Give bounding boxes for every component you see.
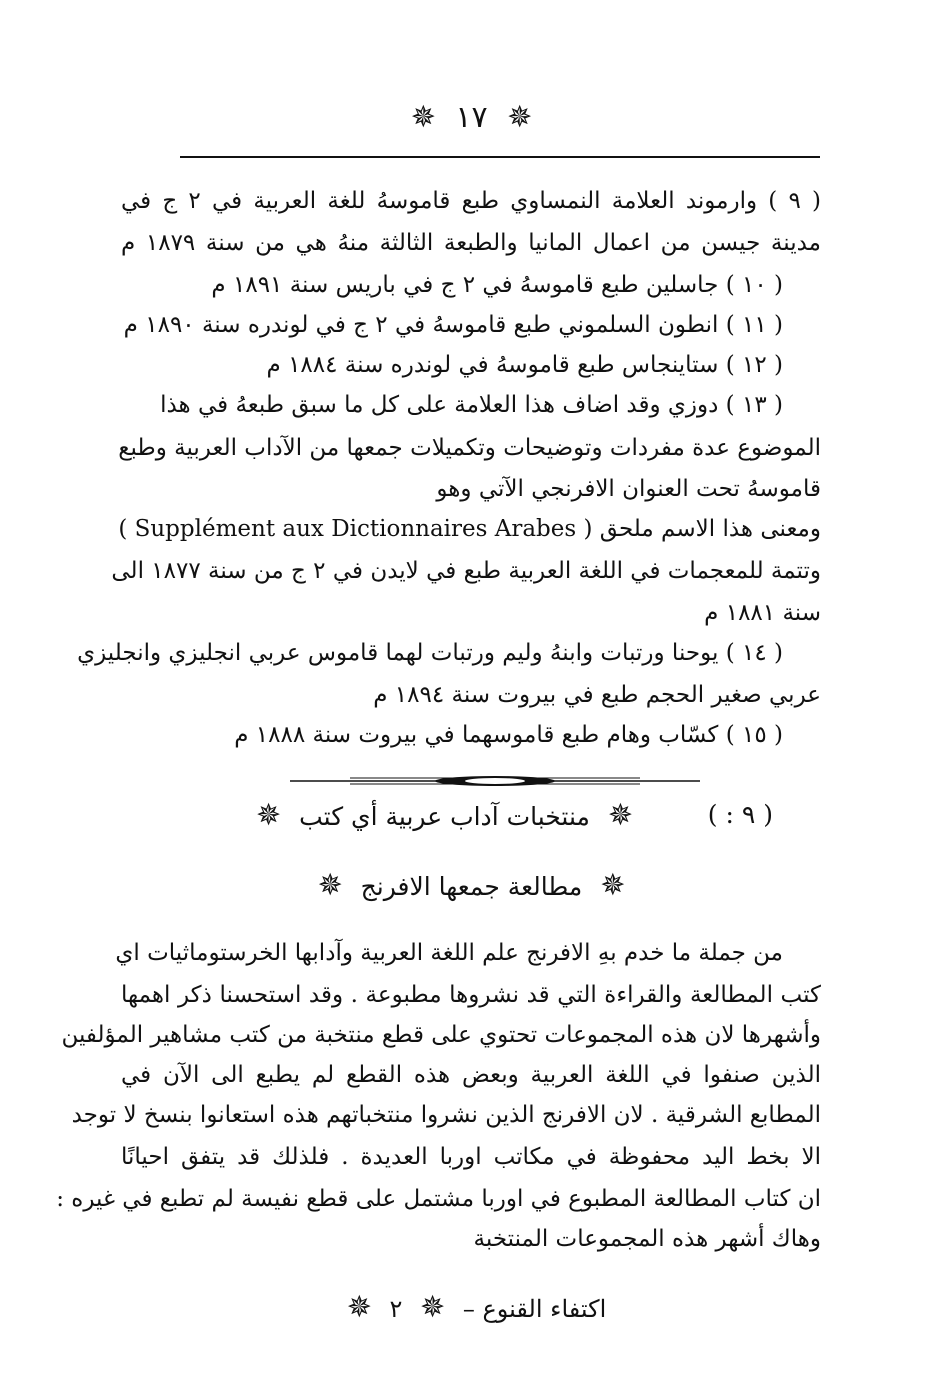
page-number: ١٧ — [455, 100, 488, 135]
ornament-star-icon: ✵ — [410, 100, 436, 135]
paragraph-line-1: من جملة ما خدم بهِ الافرنج علم اللغة العربية وآدابها الخرستوماثيات اي — [115, 940, 783, 966]
paragraph-line-8: وهاك أشهر هذه المجموعات المنتخبة — [473, 1226, 821, 1252]
ornament-star-icon: ✵ — [600, 868, 626, 903]
ornament-star-icon: ✵ — [507, 100, 533, 135]
ornament-star-icon: ✵ — [256, 798, 282, 833]
list-item-14-line-1: ( ١٤ ) يوحنا ورتبات وابنهُ وليم ورتبات لهما قاموس عربي انجليزي وانجليزي — [77, 640, 783, 666]
paragraph-line-6: الا بخط اليد محفوظة في مكاتب اوربا العديدة . فلذلك قد يتفق احيانًا — [121, 1144, 821, 1170]
latin-title: ( Supplément aux Dictionnaires Arabes ) — [118, 516, 593, 542]
list-item-15: ( ١٥ ) كسّاب وهام طبع قاموسهما في بيروت سنة ١٨٨٨ م — [234, 722, 783, 748]
list-item-14-line-2: عربي صغير الحجم طبع في بيروت سنة ١٨٩٤ م — [373, 682, 821, 708]
footer-signature-number: ٢ — [389, 1295, 403, 1323]
list-item-12: ( ١٢ ) ستاينجاس طبع قاموسهُ في لوندره سنة ١٨٨٤ م — [266, 352, 783, 378]
ornamental-divider — [290, 774, 700, 788]
section-subtitle-text: مطالعة جمعها الافرنج — [360, 872, 583, 901]
section-subtitle — [0, 868, 943, 903]
section-title-text: منتخبات آداب عربية أي كتب — [299, 802, 590, 831]
list-item-13-line-6: سنة ١٨٨١ م — [704, 600, 821, 626]
paragraph-line-4: الذين صنفوا في اللغة العربية وبعض هذه القطع لم يطبع الى الآن في — [121, 1062, 821, 1088]
list-item-13-line-4 — [118, 514, 821, 544]
list-item-13-line-2: الموضوع عدة مفردات وتوضيحات وتكميلات جمعها من الآداب العربية وطبع — [118, 435, 821, 461]
section-number: ( ٩ : ) — [707, 800, 773, 829]
paragraph-line-7: ان كتاب المطالعة المطبوع في اوربا مشتمل على قطع نفيسة لم تطبع في غيره : — [56, 1186, 821, 1212]
ornament-star-icon: ✵ — [346, 1290, 372, 1325]
list-item-9-line-2: مدينة جيسن من اعمال المانيا والطبعة الثالثة منهُ هي من سنة ١٨٧٩ م — [121, 230, 821, 256]
paragraph-line-3: وأشهرها لان هذه المجموعات تحتوي على قطع منتخبة من كتب مشاهير المؤلفين — [61, 1022, 821, 1048]
header-rule — [180, 156, 820, 158]
list-item-11: ( ١١ ) انطون السلموني طبع قاموسهُ في ٢ ج في لوندره سنة ١٨٩٠ م — [123, 312, 783, 338]
section-title — [246, 798, 643, 833]
page-header — [0, 100, 943, 135]
ornament-star-icon: ✵ — [420, 1290, 446, 1325]
arabic-text: ومعنى هذا الاسم ملحق — [599, 516, 821, 542]
list-item-13-line-3: قاموسهُ تحت العنوان الافرنجي الآتي وهو — [436, 476, 821, 502]
footer-signature: اكتفاء القنوع – — [462, 1295, 607, 1323]
list-item-10: ( ١٠ ) جاسلين طبع قاموسهُ في ٢ ج في باريس سنة ١٨٩١ م — [211, 272, 783, 298]
list-item-13-line-1: ( ١٣ ) دوزي وقد اضاف هذا العلامة على كل ما سبق طبعهُ في هذا — [160, 392, 783, 418]
ornament-star-icon: ✵ — [317, 868, 343, 903]
page-footer — [0, 1290, 943, 1325]
ornament-star-icon: ✵ — [607, 798, 633, 833]
list-item-13-line-5: وتتمة للمعجمات في اللغة العربية طبع في لايدن في ٢ ج من سنة ١٨٧٧ الى — [111, 558, 821, 584]
paragraph-line-5: المطابع الشرقية . لان الافرنج الذين نشروا منتخباتهم هذه استعانوا بنسخ لا توجد — [71, 1102, 821, 1128]
paragraph-line-2: كتب المطالعة والقراءة التي قد نشروها مطبوعة . وقد استحسنا ذكر اهمها — [121, 982, 821, 1008]
list-item-9-line-1: ( ٩ ) وارموند العلامة النمساوي طبع قاموسهُ للغة العربية في ٢ ج في — [121, 188, 821, 214]
